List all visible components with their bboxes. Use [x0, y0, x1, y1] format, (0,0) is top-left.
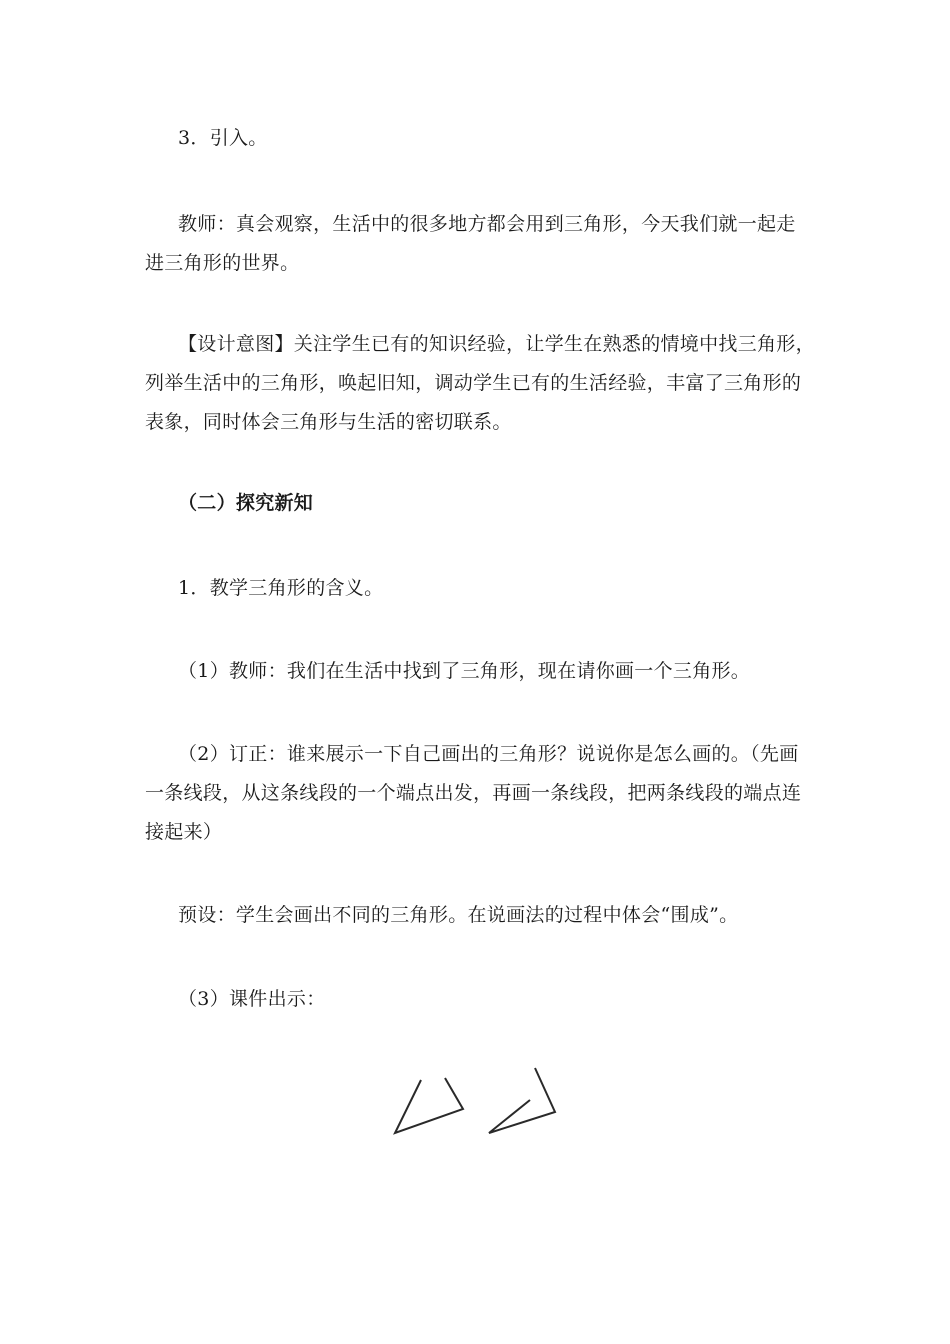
teacher-intro-line-2: 进三角形的世界。 [145, 252, 300, 274]
step-2-line-1: （2）订正：谁来展示一下自己画出的三角形？说说你是怎么画的。（先画 [178, 743, 799, 765]
preset-line: 预设：学生会画出不同的三角形。在说画法的过程中体会“围成”。 [178, 904, 739, 926]
design-intent-line-2: 列举生活中的三角形，唤起旧知，调动学生已有的生活经验，丰富了三角形的 [145, 372, 802, 394]
step-1-line: （1）教师：我们在生活中找到了三角形，现在请你画一个三角形。 [178, 660, 751, 682]
open-triangles-figure [385, 1062, 565, 1142]
teacher-intro-line-1: 教师：真会观察，生活中的很多地方都会用到三角形，今天我们就一起走 [178, 213, 796, 235]
open-triangle-left [395, 1078, 463, 1133]
section-step-3-heading: 3．引入。 [178, 127, 268, 149]
section-explore-heading: （二）探究新知 [178, 492, 314, 514]
teaching-meaning-heading: 1．教学三角形的含义。 [178, 577, 384, 599]
step-2-line-3: 接起来） [145, 821, 223, 843]
open-triangle-right [489, 1068, 555, 1133]
design-intent-line-1: 【设计意图】关注学生已有的知识经验，让学生在熟悉的情境中找三角形， [178, 333, 815, 355]
step-3-line: （3）课件出示： [178, 988, 326, 1010]
design-intent-line-3: 表象，同时体会三角形与生活的密切联系。 [145, 411, 512, 433]
step-2-line-2: 一条线段，从这条线段的一个端点出发，再画一条线段，把两条线段的端点连 [145, 782, 802, 804]
